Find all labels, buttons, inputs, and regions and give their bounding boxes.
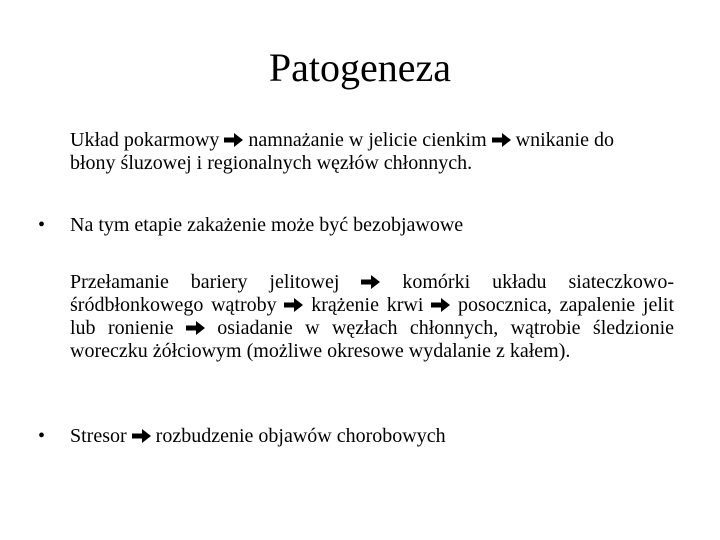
paragraph-pathway-spread	[70, 271, 674, 363]
text-segment: wnikanie do	[515, 129, 614, 151]
text-line: błony śluzowej i regionalnych węzłów chłonnych.	[70, 152, 473, 174]
text-segment: Przełamanie bariery jelitowej	[70, 271, 340, 293]
text-segment: namnażanie w jelicie cienkim	[248, 129, 487, 151]
right-arrow-icon	[224, 133, 243, 147]
text-segment: Układ pokarmowy	[70, 129, 220, 151]
right-arrow-icon	[284, 298, 303, 312]
text-segment: komórki układu siateczkowo-śródbłonkowego wątroby	[70, 271, 675, 316]
slide-title: Patogeneza	[268, 45, 452, 90]
right-arrow-icon	[431, 298, 450, 312]
bullet-text-asymptomatic: Na tym etapie zakażenie może być bezobjawowe	[70, 214, 464, 236]
text-segment: osiadanie w węzłach chłonnych, wątrobie śledzionie woreczku żółciowym (możliwe okresowe wydalanie z kałem).	[70, 317, 675, 362]
text-segment: rozbudzenie objawów chorobowych	[155, 425, 446, 447]
bullet-marker: •	[38, 214, 46, 236]
right-arrow-icon	[186, 321, 205, 335]
bullet-marker: •	[38, 425, 46, 447]
right-arrow-icon	[492, 133, 511, 147]
text-segment: posocznica, zapalenie jelit lub ronienie	[70, 294, 675, 339]
right-arrow-icon	[132, 429, 151, 443]
text-segment: krążenie krwi	[311, 294, 424, 316]
bullet-text-stressor	[70, 425, 674, 448]
right-arrow-icon	[361, 275, 380, 289]
paragraph-pathway-entry	[70, 129, 674, 175]
text-segment: Stresor	[70, 425, 127, 447]
